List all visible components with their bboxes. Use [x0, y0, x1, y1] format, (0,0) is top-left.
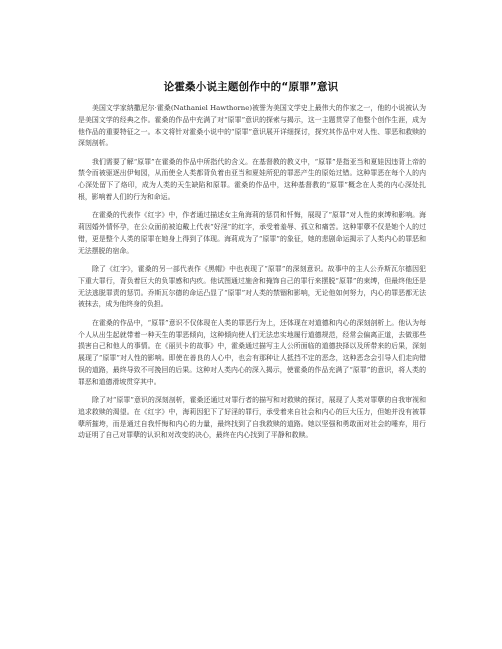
paragraph-moral-analysis: 在霍桑的作品中，“原罪”意识不仅体现在人类的罪恶行为上，还体现在对道德和内心的深刻剖析上。他认为每个人从出生起就带着一种天生的罪恶倾向，这种倾向使人们无法忠实地履行道德规范，经常会偏离正道，去做那些损害自己和他人的事情。在《丽贝卡的故事》中，霍桑通过描写主人公所面临的道德抉择以及所带来的后果，深刻展现了“原罪”对人性的影响。即使在善良的人心中，也会有那种让人抵挡不定的恶念，这种恶念会引导人们走向错误的道路，最终导致不可挽回的后果。这种对人类内心的深入揭示，使霍桑的作品充满了“原罪”的意识，将人类的罪恶和道德滑坡贯穿其中。	[78, 318, 426, 386]
paragraph-intro: 美国文学家纳撒尼尔·霍桑(Nathaniel Hawthorne)被誉为美国文学史上最伟大的作家之一，他的小说被认为是美国文学的经典之作。霍桑的作品中充满了对“原罪”意识的探索与揭示，这一主题贯穿了他整个创作生涯，成为他作品的重要特征之一。本文将针对霍桑小说中的“原罪”意识展开详细探讨，探究其作品中对人性、罪恶和救赎的深刻剖析。	[78, 104, 426, 148]
paragraph-black-hat: 除了《红字》，霍桑的另一部代表作《黑帽》中也表现了“原罪”的深刻意识。故事中的主人公乔斯瓦尔德因犯下重大罪行，背负着巨大的负罪感和内疚。他试图通过施舍和掩饰自己的罪行来摆脱“原罪”的束缚，但最终他还是无法逃脱罪责的惩罚。乔斯瓦尔德的命运凸显了“原罪”对人类的禁锢和影响，无论他如何努力，内心的罪恶都无法被抹去，成为他终身的负担。	[78, 265, 426, 309]
paragraph-scarlet-letter: 在霍桑的代表作《红字》中，作者通过描述女主角海莉的惩罚和忏悔，展现了“原罪”对人性的束缚和影响。海莉因婚外情怀孕，在公众面前被迫戴上代表“好淫”的红字，承受着羞辱、孤立和痛苦。这种罪孽不仅是她个人的过错，更是整个人类的原罪在她身上得到了体现。海莉成为了“原罪”的象征，她的悲剧命运揭示了人类内心的罪恶和无法摆脱的宿命。	[78, 211, 426, 255]
document-title: 论霍桑小说主题创作中的“原罪”意识	[163, 81, 339, 93]
paragraph-original-sin-meaning: 我们需要了解“原罪”在霍桑的作品中所指代的含义。在基督教的教义中，“原罪”是指亚当和夏娃因违背上帝的禁令而被驱逐出伊甸园，从而使全人类都背负着由亚当和夏娃所犯的罪恶产生的原始过错。这种罪恶在每个人的内心深处留下了烙印，成为人类的天生缺陷和原罪。霍桑的作品中，这种基督教的“原罪”概念在人类的内心深处扎根，影响着人们的行为和命运。	[78, 157, 426, 202]
paragraph-redemption: 除了对“原罪”意识的深刻剖析，霍桑还通过对罪行者的描写和对救赎的探讨，展现了人类对罪孽的自我审视和追求救赎的渴望。在《红字》中，海莉因犯下了好淫的罪行，承受着来自社会和内心的巨大压力，但她并没有被罪孽所摧垮，而是通过自我忏悔和内心的力量，最终找到了自我救赎的道路。她以坚强和勇敢面对社会的唾弃，用行动证明了自己对罪孽的认识和对改变的决心，最终在内心找到了平静和救赎。	[78, 396, 426, 440]
document-body	[78, 103, 426, 449]
